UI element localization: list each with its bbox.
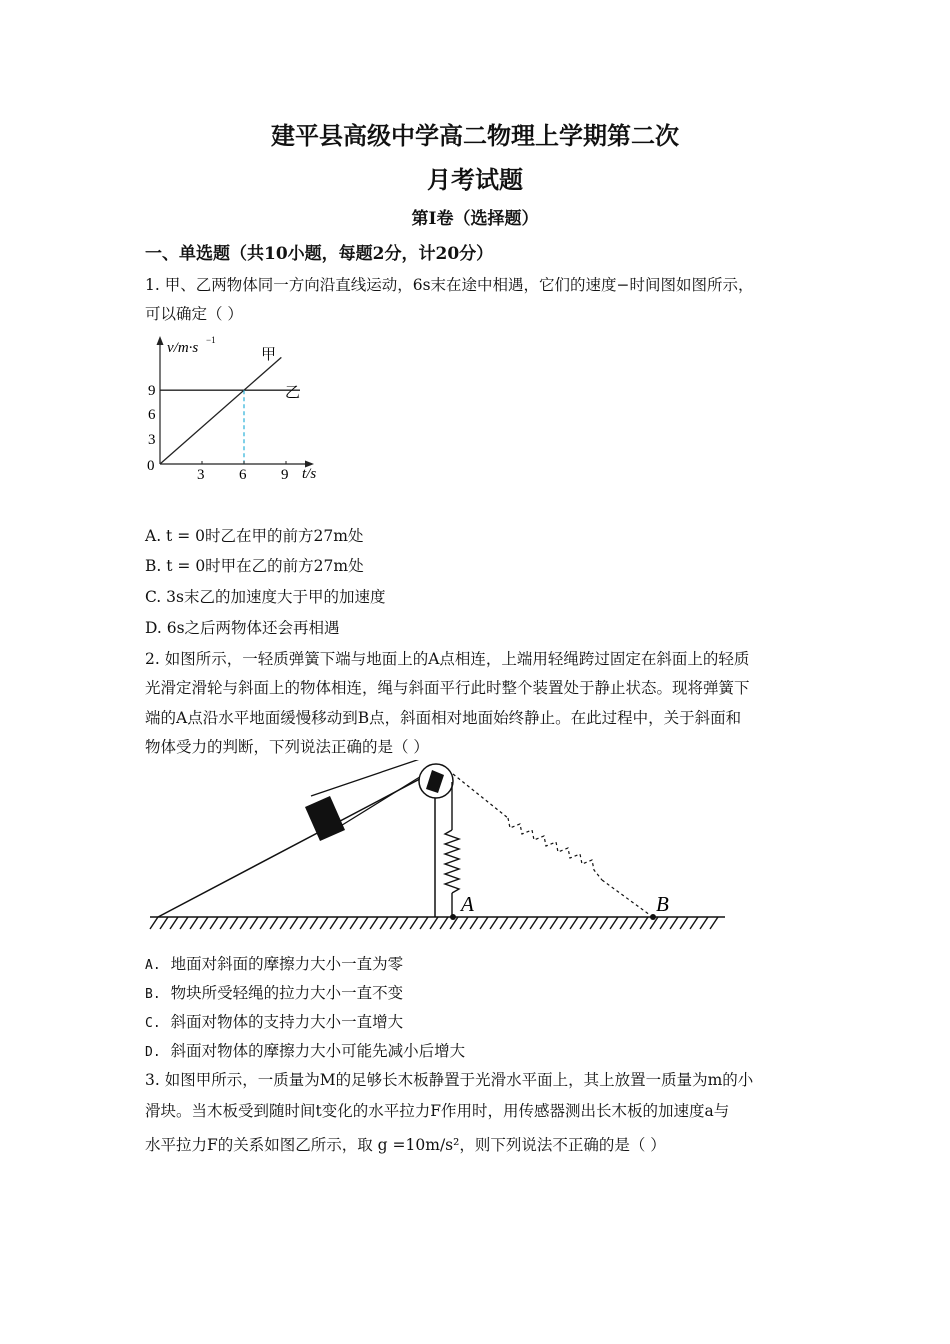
volume-heading: 第I卷（选择题） (411, 209, 539, 229)
q2-option-d (145, 1039, 465, 1061)
series-line-jia (160, 357, 281, 464)
x-tick-3: 3 (197, 467, 205, 483)
q3-stem-line3: 水平拉力F的关系如图乙所示，取 g =10m/s²，则下列说法不正确的是（ ） (145, 1136, 666, 1154)
label-b: B (656, 892, 669, 916)
q3-stem-line1: 3. 如图甲所示，一质量为M的足够长木板静置于光滑水平面上，其上放置一质量为m的小 (145, 1071, 754, 1089)
q2-option-a-label: A. (145, 958, 161, 973)
q1-stem-line1: 1. 甲、乙两物体同一方向沿直线运动，6s末在途中相遇，它们的速度−时间图如图所示， (145, 276, 754, 294)
y-axis-label: v/m·s (167, 340, 199, 356)
q2-option-c-text: 斜面对物体的支持力大小一直增大 (170, 1013, 404, 1031)
x-axis-label: t/s (302, 466, 317, 482)
exam-title-line1: 建平县高级中学高二物理上学期第二次 (271, 121, 679, 150)
y-axis-label-exp: −1 (206, 335, 216, 345)
y-tick-3: 3 (148, 432, 156, 448)
q1-option-d: D. 6s之后两物体还会再相遇 (145, 619, 340, 637)
ground (150, 917, 725, 929)
y-tick-0: 0 (147, 458, 155, 474)
y-tick-6: 6 (148, 407, 156, 423)
q2-option-a (145, 952, 403, 974)
label-yi: 乙 (285, 385, 301, 401)
label-jia: 甲 (261, 347, 277, 363)
q2-option-d-text: 斜面对物体的摩擦力大小可能先减小后增大 (170, 1042, 466, 1060)
q2-stem-line4: 物体受力的判断，下列说法正确的是（ ） (145, 738, 429, 756)
q2-option-a-text: 地面对斜面的摩擦力大小一直为零 (170, 955, 404, 973)
q1-option-c: C. 3s末乙的加速度大于甲的加速度 (145, 588, 386, 606)
exam-title-line2: 月考试题 (427, 165, 523, 194)
label-a: A (461, 892, 474, 916)
section-heading: 一、单选题（共10小题，每题2分，计20分） (145, 244, 494, 264)
spring-displaced (453, 774, 650, 915)
block (305, 796, 345, 841)
pulley (419, 764, 453, 798)
q3-stem-line2: 滑块。当木板受到随时间t变化的水平拉力F作用时，用传感器测出长木板的加速度a与 (145, 1102, 730, 1120)
q1-option-a: A. t = 0时乙在甲的前方27m处 (145, 527, 364, 545)
q2-option-c-label: C. (145, 1016, 161, 1031)
y-tick-9: 9 (148, 383, 156, 399)
point-a-dot (450, 914, 456, 920)
q2-option-b-text: 物块所受轻绳的拉力大小一直不变 (170, 984, 404, 1002)
q2-stem-line2: 光滑定滑轮与斜面上的物体相连，绳与斜面平行此时整个装置处于静止状态。现将弹簧下 (145, 679, 750, 697)
q2-stem-line1: 2. 如图所示，一轻质弹簧下端与地面上的A点相连，上端用轻绳跨过固定在斜面上的轻质 (145, 650, 750, 668)
vt-graph (140, 330, 340, 490)
q2-option-b (145, 981, 403, 1003)
x-tick-6: 6 (239, 467, 247, 483)
q2-option-b-label: B. (145, 987, 161, 1002)
incline-spring-diagram (140, 760, 740, 940)
spring-vertical (445, 782, 459, 917)
q1-stem-line2: 可以确定（ ） (145, 305, 243, 323)
q2-stem-line3: 端的A点沿水平地面缓慢移动到B点，斜面相对地面始终静止。在此过程中，关于斜面和 (145, 709, 742, 727)
q2-option-d-label: D. (145, 1045, 161, 1060)
q1-option-b: B. t = 0时甲在乙的前方27m处 (145, 557, 364, 575)
x-tick-9: 9 (281, 467, 289, 483)
q2-option-c (145, 1010, 403, 1032)
